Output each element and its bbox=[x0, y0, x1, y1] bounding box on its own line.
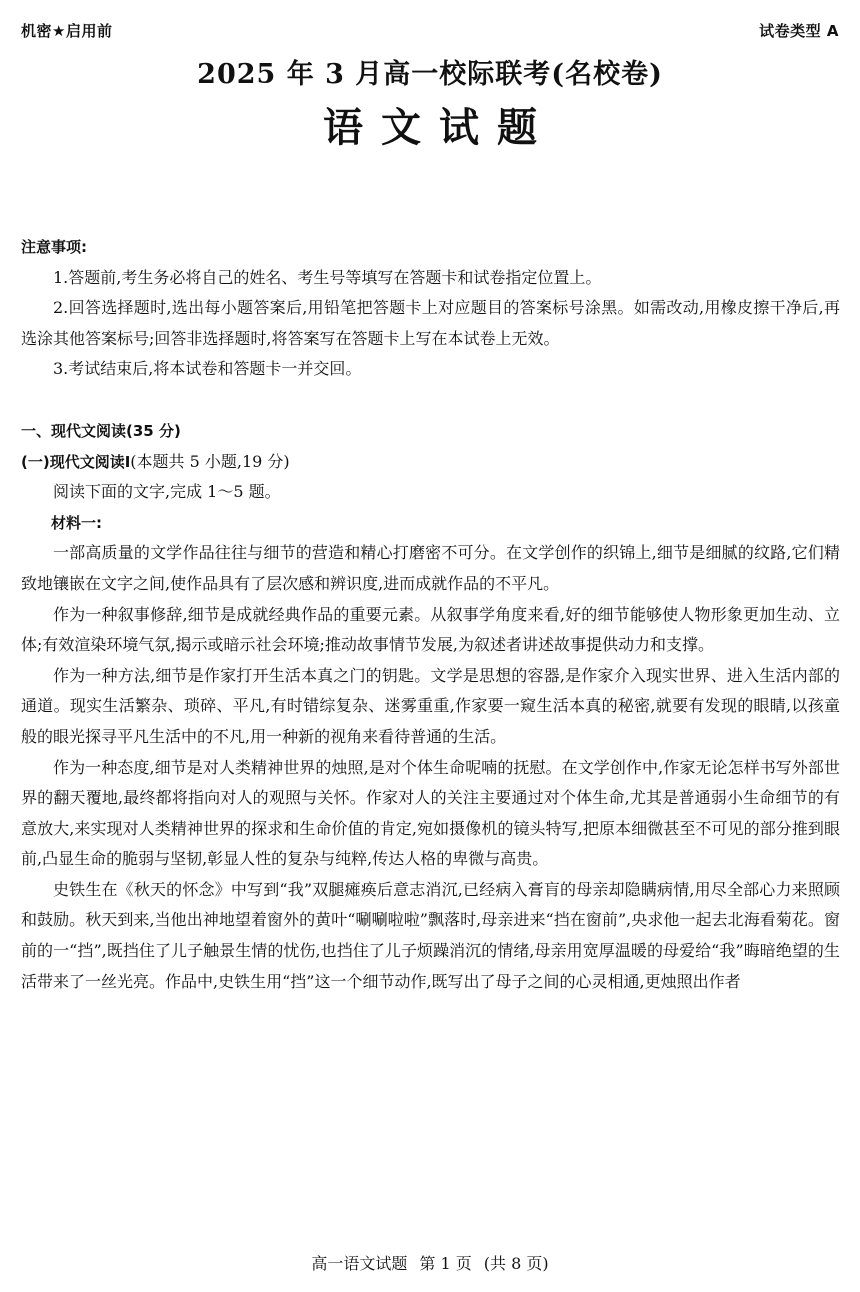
sub-section-title: (一)现代文阅读Ⅰ bbox=[21, 452, 131, 471]
notice-item-3: 3.考试结束后,将本试卷和答题卡一并交回。 bbox=[53, 359, 362, 379]
exam-title: 2025 年 3 月高一校际联考(名校卷) bbox=[197, 59, 663, 90]
footer-page: 第 1 页 bbox=[419, 1254, 472, 1273]
footer-subject: 高一语文试题 bbox=[311, 1254, 408, 1273]
paper-type-label: 试卷类型 A bbox=[759, 22, 839, 40]
spacer bbox=[21, 385, 840, 416]
page-content bbox=[21, 232, 840, 997]
subject-title: 语文试题 bbox=[323, 104, 555, 151]
page-footer bbox=[0, 1251, 860, 1274]
confidential-label: 机密★启用前 bbox=[21, 22, 113, 40]
passage-paragraph: 史铁生在《秋天的怀念》中写到“我”双腿瘫痪后意志消沉,已经病入膏肓的母亲却隐瞒病情,用尽全部心力来照顾和鼓励。秋天到来,当他出神地望着窗外的黄叶“唰唰啦啦”飘落时,母亲进来“挡在窗前”,央求他一起去北海看菊花。窗前的一“挡”,既挡住了儿子触景生情的忧伤,也挡住了儿子烦躁消沉的情绪,母亲用宽厚温暖的母爱给“我”晦暗绝望的生活带来了一丝光亮。作品中,史铁生用“挡”这一个细节动作,既写出了母子之间的心灵相通,更烛照出作者 bbox=[21, 879, 840, 991]
section-heading: 一、现代文阅读(35 分) bbox=[21, 421, 181, 440]
notice-item-2: 2.回答选择题时,选出每小题答案后,用铅笔把答题卡上对应题目的答案标号涂黑。如需改动,用橡皮擦干净后,再选涂其他答案标号;回答非选择题时,将答案写在答题卡上写在本试卷上无效。 bbox=[21, 298, 840, 348]
notice-heading: 注意事项: bbox=[21, 238, 87, 256]
sub-section-heading bbox=[21, 447, 840, 478]
material-label: 材料一: bbox=[51, 513, 102, 532]
passage-paragraph: 作为一种方法,细节是作家打开生活本真之门的钥匙。文学是思想的容器,是作家介入现实世界、进入生活内部的通道。现实生活繁杂、琐碎、平凡,有时错综复杂、迷雾重重,作家要一窥生活本真的秘密,就要有发现的眼睛,以孩童般的眼光探寻平凡生活中的不凡,用一种新的视角来看待普通的生活。 bbox=[21, 665, 840, 746]
passage-paragraph: 一部高质量的文学作品往往与细节的营造和精心打磨密不可分。在文学创作的织锦上,细节是细腻的纹路,它们精致地镶嵌在文字之间,使作品具有了层次感和辨识度,进而成就作品的不平凡。 bbox=[21, 543, 840, 593]
footer-total: (共 8 页) bbox=[483, 1254, 549, 1273]
notice-item-1: 1.答题前,考生务必将自己的姓名、考生号等填写在答题卡和试卷指定位置上。 bbox=[53, 267, 602, 287]
sub-section-note: (本题共 5 小题,19 分) bbox=[130, 451, 290, 471]
passage-paragraph: 作为一种态度,细节是对人类精神世界的烛照,是对个体生命呢喃的抚慰。在文学创作中,作家无论怎样书写外部世界的翻天覆地,最终都将指向对人的观照与关怀。作家对人的关注主要通过对个体生命,尤其是普通弱小生命细节的有意放大,来实现对人类精神世界的探求和生命价值的肯定,宛如摄像机的镜头特写,把原本细微甚至不可见的部分推到眼前,凸显生命的脆弱与坚韧,彰显人性的复杂与纯粹,传达人格的卑微与高贵。 bbox=[21, 757, 840, 869]
reading-instruction: 阅读下面的文字,完成 1～5 题。 bbox=[53, 482, 281, 502]
passage-paragraph: 作为一种叙事修辞,细节是成就经典作品的重要元素。从叙事学角度来看,好的细节能够使人物形象更加生动、立体;有效渲染环境气氛,揭示或暗示社会环境;推动故事情节发展,为叙述者讲述故事提供动力和支撑。 bbox=[21, 604, 840, 655]
